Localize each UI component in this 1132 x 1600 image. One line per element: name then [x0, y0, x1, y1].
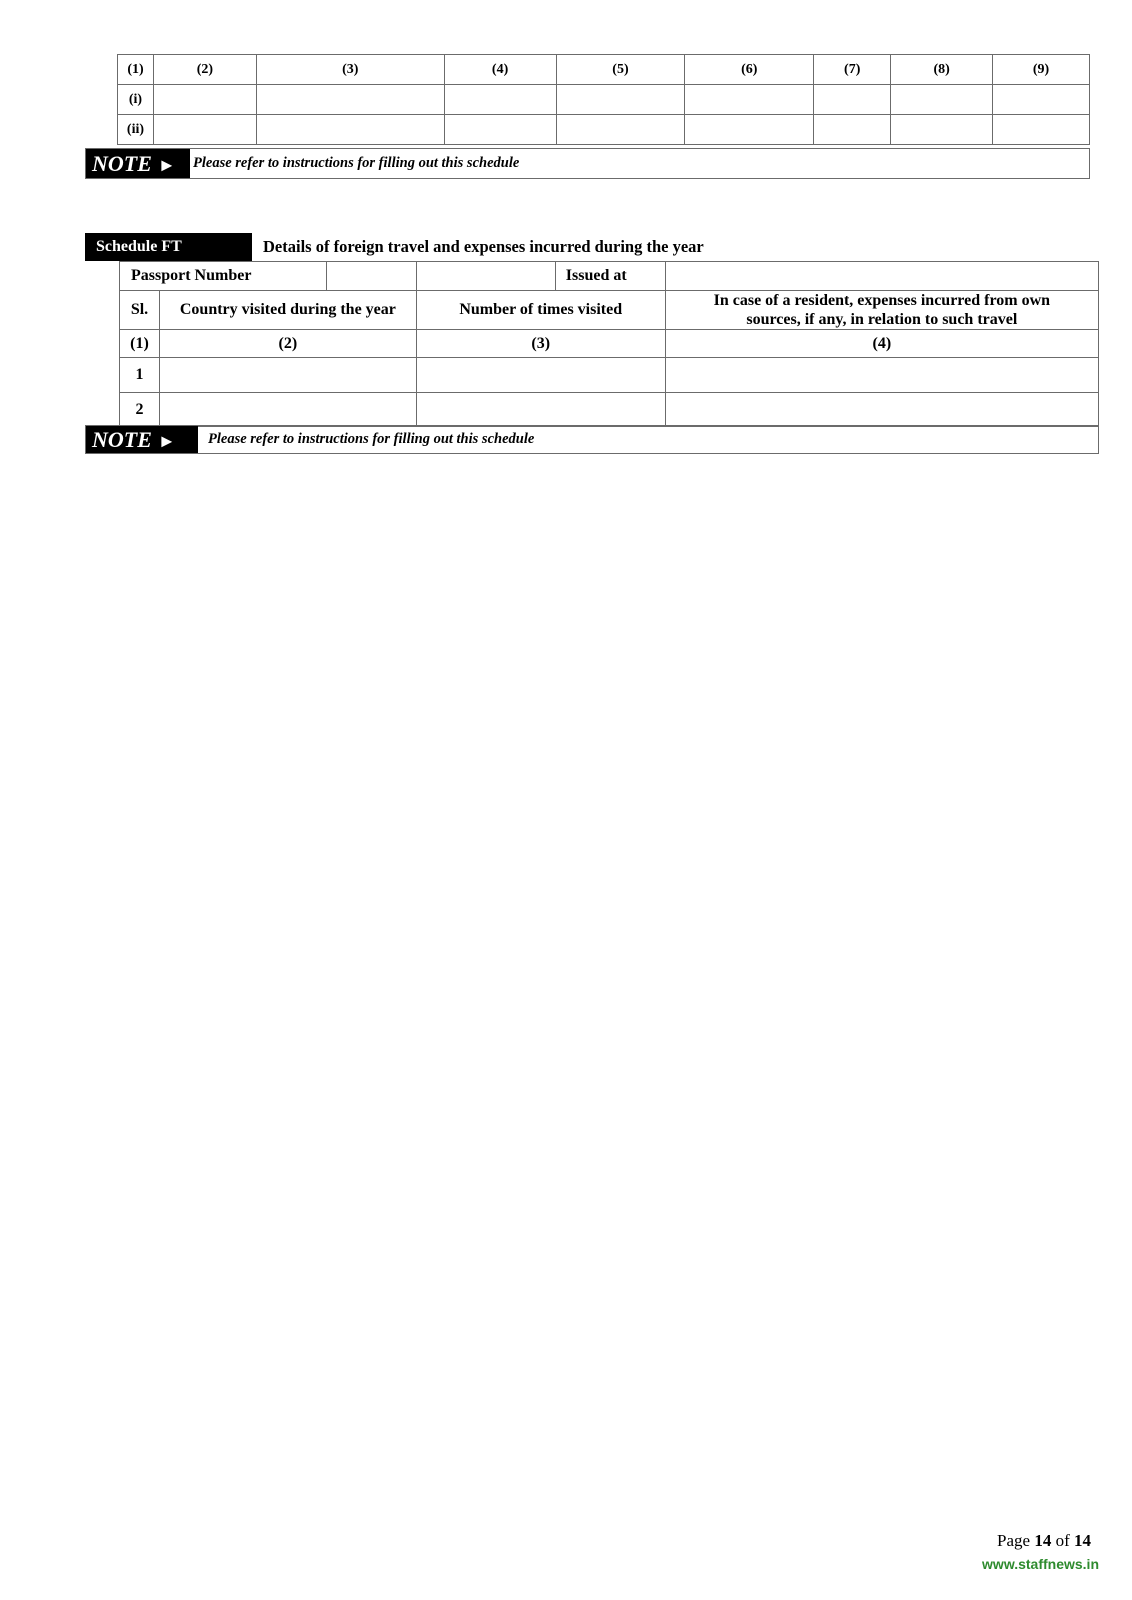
col-number-2: (2)	[159, 330, 416, 358]
issued-at-field[interactable]	[665, 262, 1098, 291]
note-tag	[86, 149, 190, 178]
arrow-right-icon: ►	[157, 155, 176, 175]
col-number-4: (4)	[444, 55, 556, 85]
input-cell[interactable]	[891, 85, 993, 115]
header-row	[118, 55, 1090, 85]
input-cell[interactable]	[556, 85, 685, 115]
col-header-expenses: In case of a resident, expenses incurred from own sources, if any, in relation to such travel	[665, 291, 1098, 330]
column-number-row	[120, 330, 1099, 358]
col-number-7: (7)	[814, 55, 891, 85]
page-of: of	[1051, 1531, 1074, 1550]
col-number-1: (1)	[118, 55, 154, 85]
input-cell[interactable]	[685, 85, 814, 115]
input-cell[interactable]	[444, 115, 556, 145]
note-bar-bottom	[85, 425, 1099, 454]
schedule-ft-title: Details of foreign travel and expenses incurred during the year	[263, 237, 704, 256]
input-cell[interactable]	[153, 115, 256, 145]
note-label: NOTE	[92, 427, 152, 452]
input-cell[interactable]	[556, 115, 685, 145]
top-schedule-table	[117, 54, 1090, 145]
input-cell[interactable]	[814, 85, 891, 115]
col-number-1: (1)	[120, 330, 160, 358]
input-cell[interactable]	[256, 85, 444, 115]
page-current: 14	[1034, 1531, 1052, 1550]
schedule-ft-tag: Schedule FT	[85, 233, 252, 261]
col-header-sl: Sl.	[120, 291, 160, 330]
col-number-5: (5)	[556, 55, 685, 85]
country-field[interactable]	[159, 358, 416, 393]
input-cell[interactable]	[444, 85, 556, 115]
times-visited-field[interactable]	[416, 358, 665, 393]
col-header-country: Country visited during the year	[159, 291, 416, 330]
col-number-8: (8)	[891, 55, 993, 85]
expenses-field[interactable]	[665, 358, 1098, 393]
note-bar-top	[85, 148, 1090, 179]
table-row	[120, 358, 1099, 393]
col-number-2: (2)	[153, 55, 256, 85]
note-text: Please refer to instructions for filling out this schedule	[208, 431, 535, 447]
passport-row	[120, 262, 1099, 291]
page-number	[997, 1531, 1091, 1551]
issued-at-label: Issued at	[565, 267, 627, 284]
col-number-4: (4)	[665, 330, 1098, 358]
page-prefix: Page	[997, 1531, 1035, 1550]
row-label: (i)	[118, 85, 154, 115]
input-cell[interactable]	[256, 115, 444, 145]
col-number-6: (6)	[685, 55, 814, 85]
row-serial: 1	[120, 358, 160, 393]
input-cell[interactable]	[685, 115, 814, 145]
note-tag	[86, 426, 198, 453]
col-header-times: Number of times visited	[416, 291, 665, 330]
input-cell[interactable]	[814, 115, 891, 145]
passport-label: Passport Number	[120, 262, 327, 290]
col-number-9: (9)	[993, 55, 1090, 85]
col-number-3: (3)	[416, 330, 665, 358]
expenses-field[interactable]	[665, 393, 1098, 427]
table-row	[120, 393, 1099, 427]
row-label: (ii)	[118, 115, 154, 145]
col-number-3: (3)	[256, 55, 444, 85]
times-visited-field[interactable]	[416, 393, 665, 427]
schedule-ft-table	[119, 261, 1099, 427]
arrow-right-icon: ►	[157, 431, 176, 451]
table-row	[118, 115, 1090, 145]
table-row	[118, 85, 1090, 115]
input-cell[interactable]	[993, 85, 1090, 115]
passport-number-field[interactable]	[327, 262, 416, 290]
input-cell[interactable]	[891, 115, 993, 145]
watermark: www.staffnews.in	[982, 1556, 1099, 1572]
passport-number-field-cont[interactable]	[417, 262, 556, 290]
column-header-row	[120, 291, 1099, 330]
page-total: 14	[1074, 1531, 1091, 1550]
row-serial: 2	[120, 393, 160, 427]
note-label: NOTE	[92, 151, 152, 176]
note-text: Please refer to instructions for filling out this schedule	[193, 155, 520, 171]
input-cell[interactable]	[993, 115, 1090, 145]
country-field[interactable]	[159, 393, 416, 427]
input-cell[interactable]	[153, 85, 256, 115]
